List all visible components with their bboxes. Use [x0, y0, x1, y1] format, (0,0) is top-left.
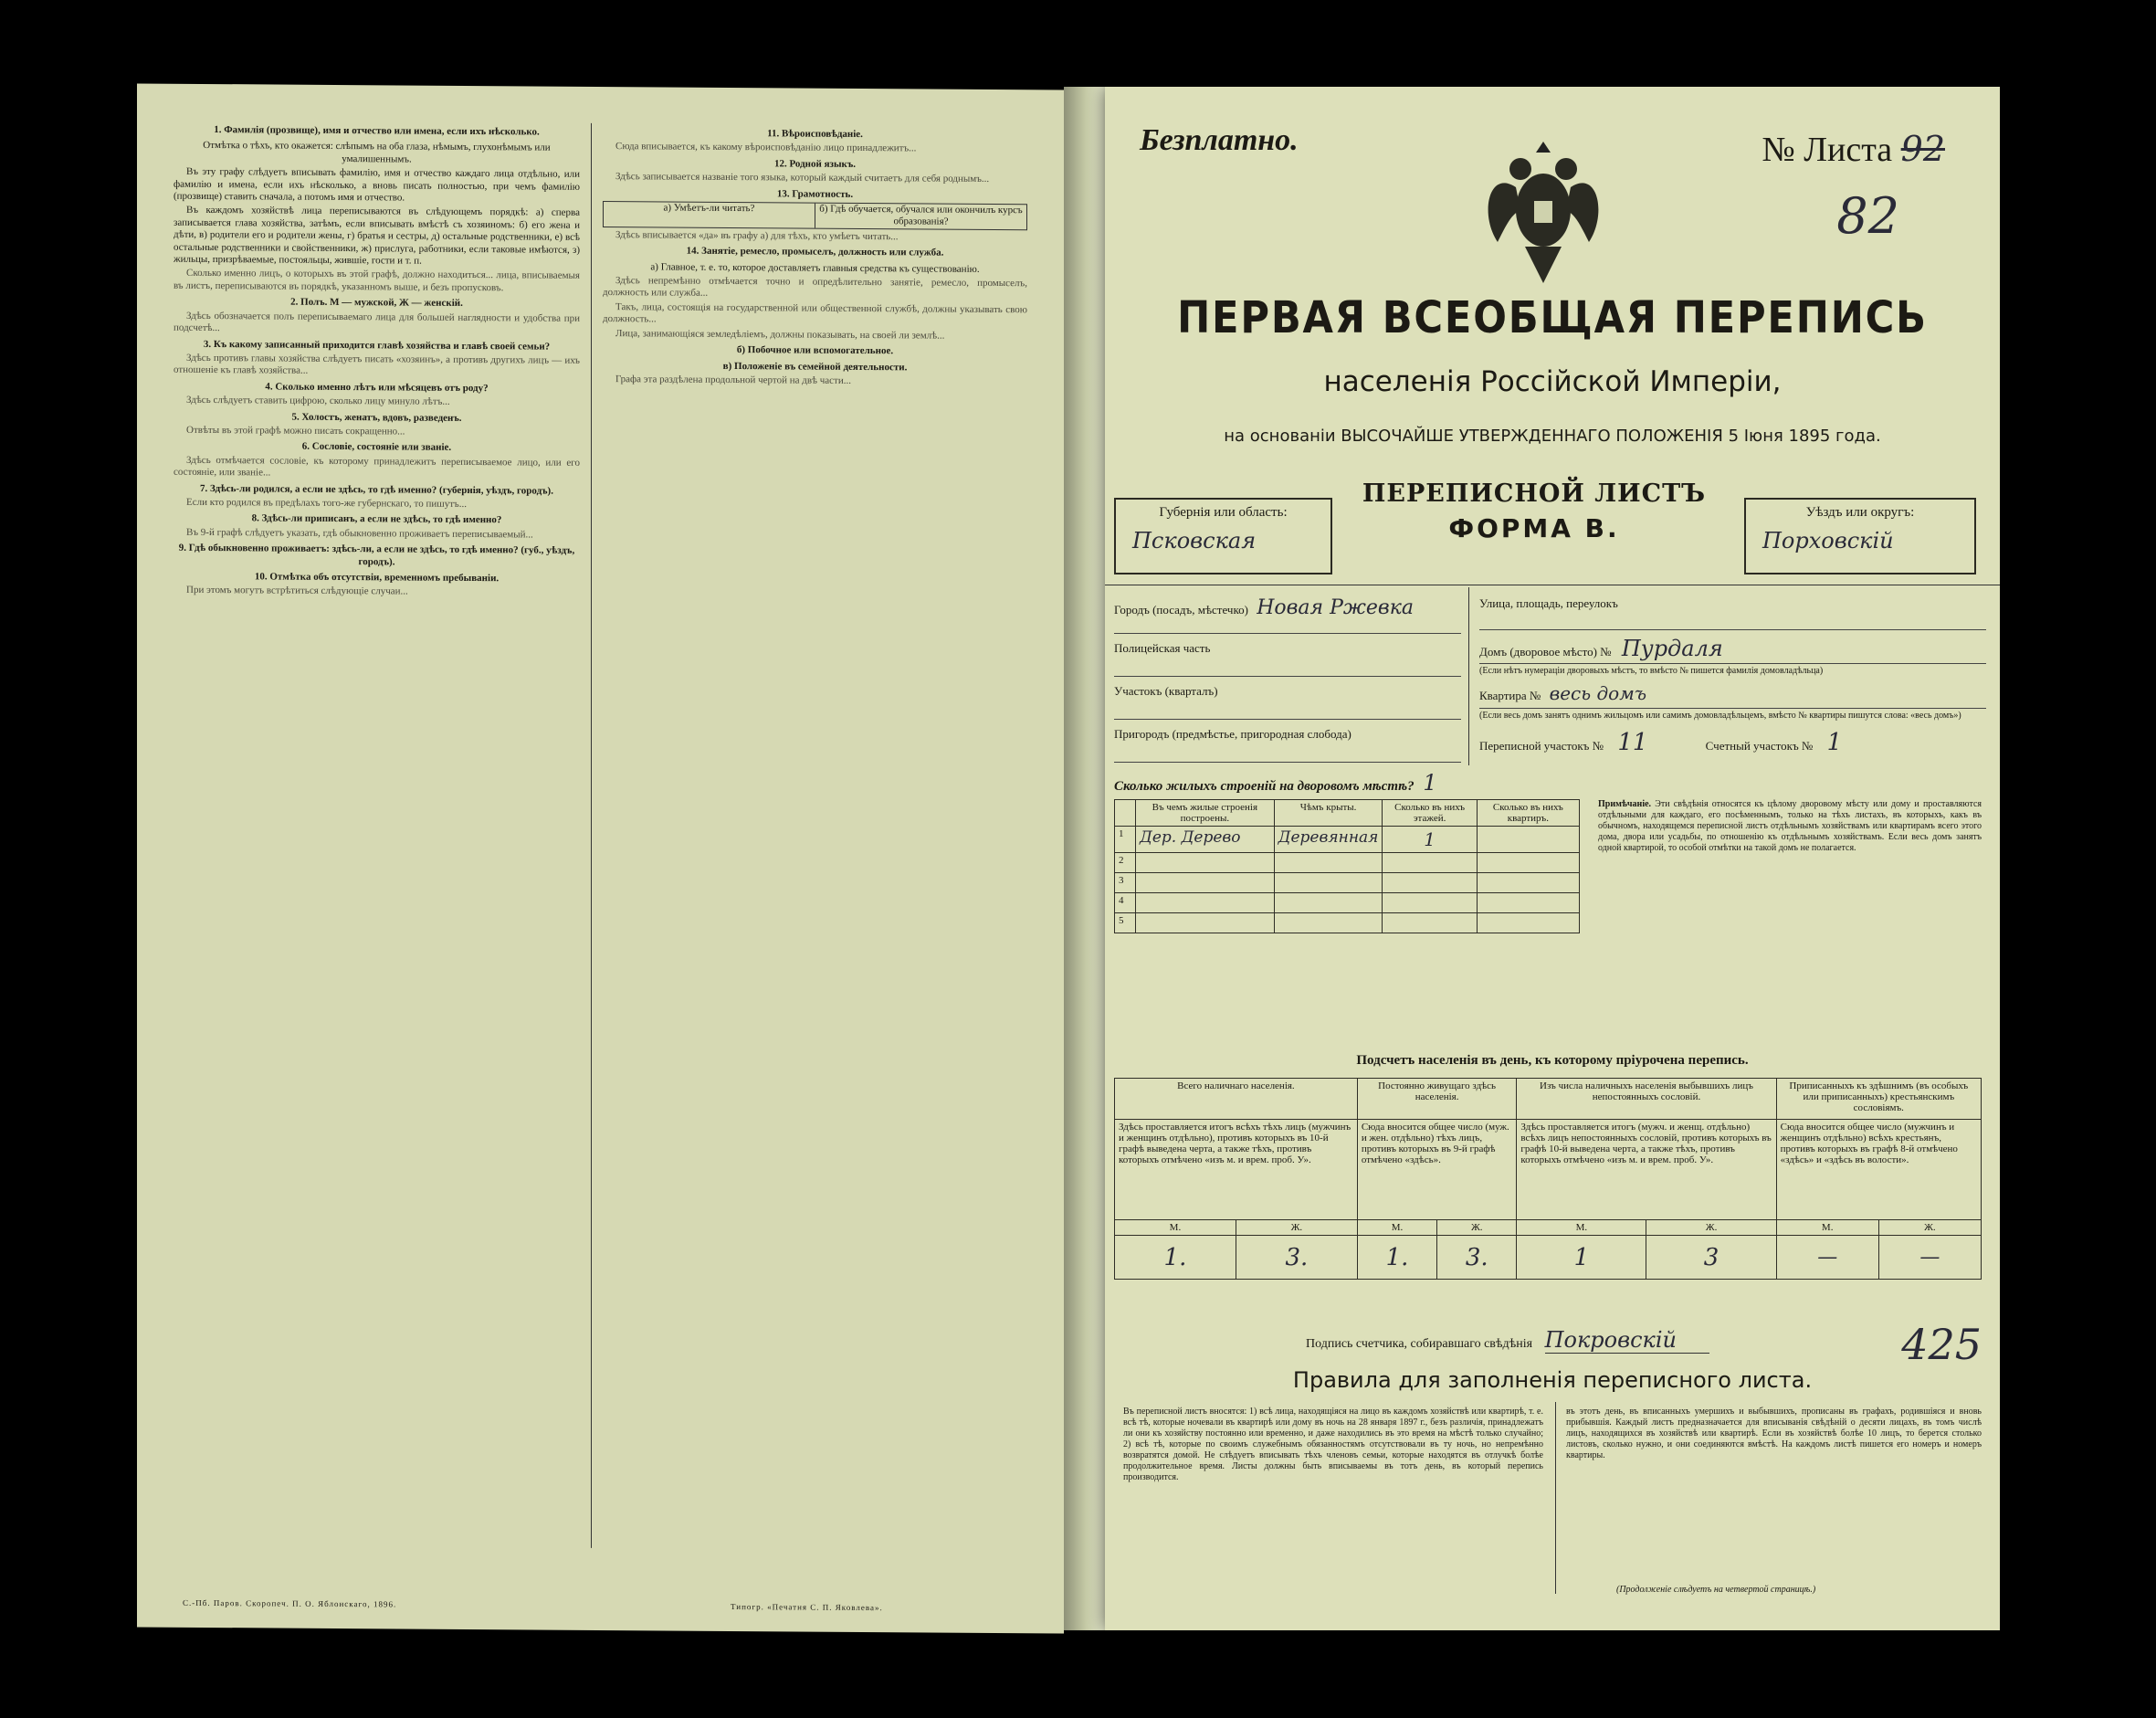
uezd-label: Уѣздъ или округъ: [1805, 505, 1915, 520]
left-page-instructions [137, 83, 1064, 1633]
field-label: Счетный участокъ № [1705, 739, 1814, 753]
field-label: Переписной участокъ № [1479, 739, 1604, 753]
census-subtitle: населенія Россійской Имперіи, [1323, 365, 1782, 398]
double-headed-eagle-emblem-icon [1470, 132, 1616, 297]
table-row [1115, 913, 1580, 933]
address-fields-left [1114, 596, 1461, 763]
rules-continued: (Продолженіе слѣдуетъ на четвертой страницѣ.) [1616, 1585, 1816, 1595]
sub-header-m: М. [1776, 1220, 1878, 1236]
cell: 1 [1383, 827, 1477, 853]
field-house [1479, 630, 1986, 663]
heading: 4. Сколько именно лѣтъ или мѣсяцевъ отъ роду? [265, 381, 489, 394]
population-count-table [1114, 1078, 1982, 1280]
sub-header-f: Ж. [1437, 1220, 1517, 1236]
group-header: Всего наличнаго населенія. [1115, 1079, 1358, 1120]
group-desc: Здѣсь проставляется итогъ (мужч. и женщ. отдѣльно) всѣхъ лицъ непостоянныхъ сословій, противъ которыхъ въ графѣ 10-й выведена черта, а также тѣхъ, противъ которыхъ отмѣчено «изъ м. и врем. проб. У». [1517, 1120, 1776, 1220]
field-label: Полицейская часть [1114, 641, 1211, 655]
heading: б) Побочное или вспомогательное. [736, 344, 894, 357]
row-number: 2 [1115, 853, 1136, 873]
field-police-part [1114, 634, 1461, 677]
heading: 1. Фамилія (прозвище), имя и отчество или имена, если ихъ нѣсколько. [214, 124, 540, 138]
cell: Деревянная [1274, 827, 1383, 853]
col-header: Сколько въ нихъ этажей. [1383, 800, 1477, 827]
note-block [1598, 799, 1982, 854]
heading: 9. Гдѣ обыкновенно проживаетъ: здѣсь-ли, а если не здѣсь, то гдѣ именно? (губ., уѣздъ, городъ). [178, 542, 575, 568]
count-value: 3. [1236, 1236, 1357, 1280]
heading: в) Положеніе въ семейной деятельности. [722, 360, 908, 373]
group-header: Приписанныхъ къ здѣшнимъ (въ особыхъ или приписанныхъ) крестьянскимъ сословіямъ. [1776, 1079, 1981, 1120]
heading: 3. Къ какому записанный приходится главѣ хозяйства и главѣ своей семьи? [203, 338, 551, 353]
group-header: Изъ числа наличныхъ населенія выбывшихъ лицъ непостоянныхъ сословій. [1517, 1079, 1776, 1120]
table-row [1115, 893, 1580, 913]
uezd-value: Порховскій [1762, 528, 1894, 553]
sub-header-m: М. [1357, 1220, 1436, 1236]
heading: 5. Холостъ, женатъ, вдовъ, разведенъ. [291, 411, 462, 424]
sub-header-m: М. [1517, 1220, 1646, 1236]
gubernia-label: Губернія или область: [1159, 505, 1288, 520]
row-number: 1 [1115, 827, 1136, 853]
heading: 10. Отмѣтка объ отсутствіи, временномъ пребываніи. [254, 571, 500, 585]
left-footer-2: Типогр. «Печатня С. П. Яковлева». [731, 1601, 883, 1613]
buildings-value: 1 [1423, 770, 1437, 796]
handwritten-page-number: 425 [1901, 1320, 1982, 1369]
field-district [1114, 677, 1461, 720]
note-title: Примѣчаніе. [1598, 799, 1652, 809]
house-note: (Если нѣтъ нумераціи дворовыхъ мѣстъ, то вмѣсто № пишется фамилія домовладѣльца) [1479, 663, 1986, 677]
form-header [1338, 480, 1730, 543]
cell: Дер. Дерево [1136, 827, 1275, 853]
table-row [1115, 827, 1580, 853]
instructions-column-1: 1. Фамилія (прозвище), имя и отчество или имена, если ихъ нѣсколько. Отмѣтка о тѣхъ, кто окажется: слѣпымъ на оба глаза, нѣмымъ, глухонѣмымъ или умалишеннымъ. Въ эту графу слѣдуетъ вписывать фамилію, имя и отчество каждаго лица отдѣльно, или фамилію и имена, если ихъ нѣсколько, а вновь писать полностью, при чемъ фамилію (прозвище) ставить сначала, а потомъ имя и отчество. Въ каждомъ хозяйствѣ лица переписываются въ слѣдующемъ порядкѣ: а) сперва записывается глава хозяйства, затѣмъ, если вписывать вмѣстѣ съ хозяиномъ: б) его жена и дѣти, в) родители его и родители жены, г) братья и сестры, д) остальные родственники, е) всѣ остальные родственники и свойственники, ж) прислуга, работники, если таковые имѣются, з) жильцы, призрѣваемые, постояльцы, жившіе, гости и т. п. Сколько именно лицъ, о которыхъ въ этой графѣ, должно находиться... лица, вписываемыя въ листъ, переписываются въ порядкѣ, указанномъ выше, и безъ пропусковъ. 2. Полъ. М — мужской, Ж — женскій. Здѣсь обозначается полъ переписываемаго лица для большей наглядности и удобства при подсчетѣ... 3. Къ какому записанный приходится главѣ хозяйства и главѣ своей семьи? Здѣсь противъ главы хозяйства слѣдуетъ писать «хозяинъ», а противъ другихъ лицъ — ихъ отношеніе къ главѣ хозяйства... 4. Сколько именно лѣтъ или мѣсяцевъ отъ роду? Здѣсь слѣдуетъ ставить цифрою, сколько лицу минуло лѣтъ... 5. Холостъ, женатъ, вдовъ, разведенъ. Отвѣты въ этой графѣ можно писать сокращенно... 6. Сословіе, состояніе или званіе. Здѣсь отмѣчается сословіе, къ которому принадлежитъ переписываемое лицо, или его состояніе, или званіе... 7. Здѣсь-ли родился, а если не здѣсь, то гдѣ именно? (губернія, уѣздъ, городъ). Если кто родился въ предѣлахъ того-же губернскаго, то пишутъ... 8. Здѣсь-ли приписанъ, а если не здѣсь, то гдѣ именно? Въ 9-й графѣ слѣдуетъ указать, гдѣ обыкновенно проживаетъ переписываемый... 9. Гдѣ обыкновенно проживаетъ: здѣсь-ли, а если не здѣсь, то гдѣ именно? (губ., уѣздъ, городъ). 10. Отмѣтка объ отсутствіи, временномъ пребываніи. При этомъ могутъ встрѣтиться слѣдующіе случаи... [174, 124, 580, 597]
field-label: Городъ (посадъ, мѣстечко) [1114, 603, 1248, 617]
field-value: 11 [1617, 729, 1648, 756]
count-title: Подсчетъ населенія въ день, къ которому пріурочена перепись. [1356, 1053, 1749, 1068]
heading: 8. Здѣсь-ли приписанъ, а если не здѣсь, то гдѣ именно? [251, 512, 502, 526]
heading: Отмѣтка о тѣхъ, кто окажется: слѣпымъ на оба глаза, нѣмымъ, глухонѣмымъ или умалишеннымъ. [203, 140, 551, 165]
handwritten-list-number: 82 [1836, 187, 1899, 245]
field-label: Улица, площадь, переулокъ [1479, 596, 1618, 610]
table-row [1115, 853, 1580, 873]
form-name: ФОРМА В. [1448, 513, 1620, 543]
field-value: Новая Ржевка [1257, 596, 1414, 619]
field-suburb [1114, 720, 1461, 763]
rules-column-1: Въ переписной листъ вносятся: 1) всѣ лица, находящіяся на лицо въ каждомъ хозяйствѣ или квартирѣ, т. е. всѣ тѣ, которые ночевали въ квартирѣ или дому въ ночь на 28 января 1897 г., безъ различія, принадлежатъ ли они къ хозяйству постоянно или временно, и даже находились въ это время на мѣстѣ только случайно; 2) всѣ тѣ, которые по своимъ служебнымъ обязанностямъ отсутствовали въ ту ночь, но непремѣнно возвратятся домой. Не слѣдуетъ вписывать тѣхъ членовъ семьи, которые находятся въ отлучкѣ болѣе продолжительное время. Листы должны быть вписываемы въ тотъ день, въ который перепись производится. [1123, 1407, 1543, 1482]
signature-line [1306, 1327, 1709, 1354]
group-desc: Здѣсь проставляется итогъ всѣхъ тѣхъ лицъ (мужчинъ и женщинъ отдѣльно), противъ которыхъ въ 10-й графѣ выведена черта, а также тѣхъ, противъ которыхъ отмѣчено «изъ м. и врем. проб. У». [1115, 1120, 1358, 1220]
paragraph: Въ каждомъ хозяйствѣ лица переписываются въ слѣдующемъ порядкѣ: а) сперва записывается глава хозяйства, затѣмъ, если вписывать вмѣстѣ съ хозяиномъ: б) его жена и дѣти, в) родители его и родители жены, г) братья и сестры, д) остальные родственники, е) всѣ остальные родственники и свойственники, ж) прислуга, работники, если таковые имѣются, з) жильцы, призрѣваемые, постояльцы, жившіе, гости и т. п. [174, 205, 580, 267]
field-value: Пурдаля [1621, 636, 1723, 661]
apt-note: (Если весь домъ занятъ однимъ жильцомъ или самимъ домовладѣльцемъ, вмѣсто № квартиры пишутся слова: «весь домъ») [1479, 708, 1986, 722]
rules-title: Правила для заполненія переписного листа. [1292, 1367, 1813, 1393]
heading: а) Главное, т. е. то, которое доставляетъ главныя средства къ существованію. [650, 261, 980, 275]
col-header: Сколько въ нихъ квартиръ. [1477, 800, 1579, 827]
left-footer-1: С.-Пб. Паров. Скоропеч. П. О. Яблонскаго, 1896. [183, 1597, 397, 1609]
count-value: 1 [1517, 1236, 1646, 1280]
heading: 6. Сословіе, состояніе или званіе. [301, 441, 452, 454]
heading: 13. Грамотность. [776, 187, 854, 200]
signature-value: Покровскій [1545, 1327, 1709, 1354]
right-page-census-form [1105, 87, 2000, 1630]
heading: 11. Вѣроисповѣданіе. [767, 128, 863, 141]
census-title: ПЕРВАЯ ВСЕОБЩАЯ ПЕРЕПИСЬ [1177, 292, 1928, 343]
heading: 2. Полъ. М — мужской, Ж — женскій. [290, 296, 463, 310]
list-number-struck: 92 [1900, 129, 1945, 169]
free-label: Безплатно. [1140, 123, 1299, 157]
group-header: Постоянно живущаго здѣсь населенія. [1357, 1079, 1517, 1120]
field-apartment [1479, 677, 1986, 708]
count-value: — [1878, 1236, 1981, 1280]
sub-header-f: Ж. [1236, 1220, 1357, 1236]
count-value: — [1776, 1236, 1878, 1280]
field-value: весь домъ [1549, 682, 1647, 704]
field-city [1114, 596, 1461, 634]
col-header: Чѣмъ крыты. [1274, 800, 1383, 827]
sub-header-f: Ж. [1646, 1220, 1776, 1236]
list-number-label: № Листа [1762, 131, 1893, 169]
group-desc: Сюда вносится общее число (муж. и жен. отдѣльно) тѣхъ лицъ, противъ которыхъ въ 9-й графѣ отмѣчено «здѣсь». [1357, 1120, 1517, 1220]
address-fields-right [1479, 596, 1986, 756]
count-value: 1. [1357, 1236, 1436, 1280]
rules-column-2: въ этотъ день, въ вписанныхъ умершихъ и выбывшихъ, прописаны въ графахъ, родившіяся и вновь прибывшія. Каждый листъ предназначается для вписыванія свѣдѣній о десяти лицахъ, въ томъ числѣ лицъ, находящихся въ хозяйствѣ или квартирѣ. Если въ хозяйствѣ болѣе 10 лицъ, то берется столько листовъ, сколько нужно, и они соединяются вмѣстѣ. На каждомъ листѣ пишется его номеръ и номеръ квартиры. [1566, 1407, 1982, 1460]
buildings-question [1114, 770, 1437, 796]
row-number: 4 [1115, 893, 1136, 913]
count-value: 3. [1437, 1236, 1517, 1280]
form-title: ПЕРЕПИСНОЙ ЛИСТЪ [1362, 480, 1707, 508]
census-basis: на основаніи ВЫСОЧАЙШЕ УТВЕРЖДЕННАГО ПОЛОЖЕНІЯ 5 Іюня 1895 года. [1224, 427, 1881, 446]
field-label: Домъ (дворовое мѣсто) № [1479, 645, 1612, 659]
instructions-column-2: 11. Вѣроисповѣданіе. Сюда вписывается, къ какому вѣроисповѣданію лицо принадлежитъ... 12. Родной языкъ. Здѣсь записывается названіе того языка, который каждый считаетъ для себя роднымъ... 13. Грамотность. а) Умѣетъ-ли читать? б) Гдѣ обучается, обучался или окончилъ курсъ образованія? Здѣсь вписывается «да» въ графу а) для тѣхъ, кто умѣетъ читать... 14. Занятіе, ремесло, промыселъ, должность или служба. а) Главное, т. е. то, которое доставляетъ главныя средства къ существованію. Здѣсь непремѣнно отмѣчается точно и опредѣлительно занятіе, ремесло, промыселъ, должность или служба... Такъ, лица, состоящія на государственной или общественной службѣ, должны указывать свою должность... Лица, занимающіяся земледѣліемъ, должны показывать, на своей ли землѣ... б) Побочное или вспомогательное. в) Положеніе въ семейной деятельности. Графа эта раздѣлена продольной чертой на двѣ части... [603, 128, 1027, 386]
gubernia-value: Псковская [1132, 528, 1257, 553]
group-desc: Сюда вносится общее число (мужчинъ и женщинъ отдѣльно) всѣхъ крестьянъ, противъ которыхъ въ графѣ 8-й отмѣчено «здѣсь» и «здѣсь въ волости». [1776, 1120, 1981, 1220]
paragraph: Въ эту графу слѣдуетъ вписывать фамилію, имя и отчество каждаго лица отдѣльно, или фамилію и имена, если ихъ нѣсколько, а вновь писать полностью, при чемъ фамилію (прозвище) ставить сначала, а потомъ имя и отчество. [174, 166, 580, 204]
buildings-table [1114, 799, 1580, 933]
sub-header-f: Ж. [1878, 1220, 1981, 1236]
signature-label: Подпись счетчика, собиравшаго свѣдѣнія [1306, 1337, 1533, 1351]
field-label: Пригородъ (предмѣстье, пригородная слобода) [1114, 727, 1351, 741]
heading: 7. Здѣсь-ли родился, а если не здѣсь, то гдѣ именно? (губернія, уѣздъ, городъ). [200, 482, 553, 497]
open-census-book [137, 87, 1995, 1630]
buildings-label: Сколько жилыхъ строеній на дворовомъ мѣстѣ? [1114, 779, 1415, 794]
count-value: 1. [1115, 1236, 1236, 1280]
field-label: Участокъ (кварталъ) [1114, 684, 1218, 698]
table-row [1115, 873, 1580, 893]
literacy-sub-b: б) Гдѣ обучается, обучался или окончилъ курсъ образованія? [819, 203, 1023, 228]
literacy-sub-a: а) Умѣетъ-ли читать? [604, 202, 815, 227]
col-header: Въ чемъ жилые строенія построены. [1136, 800, 1275, 827]
field-districts [1479, 729, 1986, 756]
heading: 12. Родной языкъ. [773, 158, 857, 170]
field-value: 1 [1826, 729, 1843, 756]
list-number [1762, 129, 1945, 170]
note-text: Эти свѣдѣнія относятся къ цѣлому дворовому мѣсту или дому и проставляются отдѣльными для каждаго, его посѣменнымъ, только на тѣхъ листахъ, въ которыхъ, какъ въ обычномъ, находящемся переписной листъ отдѣльнымъ хозяйствамъ или квартирамъ всего этого дома, двора или усадьбы, по отношенію къ отдѣльнымъ хозяйствамъ. Если весь домъ занятъ одной квартирой, то особой отмѣтки на такой домъ не полагается. [1598, 799, 1982, 853]
sub-header-m: М. [1115, 1220, 1236, 1236]
gubernia-box [1114, 498, 1332, 574]
row-number: 5 [1115, 913, 1136, 933]
heading: 14. Занятіе, ремесло, промыселъ, должность или служба. [686, 245, 944, 258]
uezd-box [1744, 498, 1976, 574]
cell [1477, 827, 1579, 853]
row-number: 3 [1115, 873, 1136, 893]
field-label: Квартира № [1479, 689, 1541, 702]
field-street [1479, 596, 1986, 630]
count-value: 3 [1646, 1236, 1776, 1280]
